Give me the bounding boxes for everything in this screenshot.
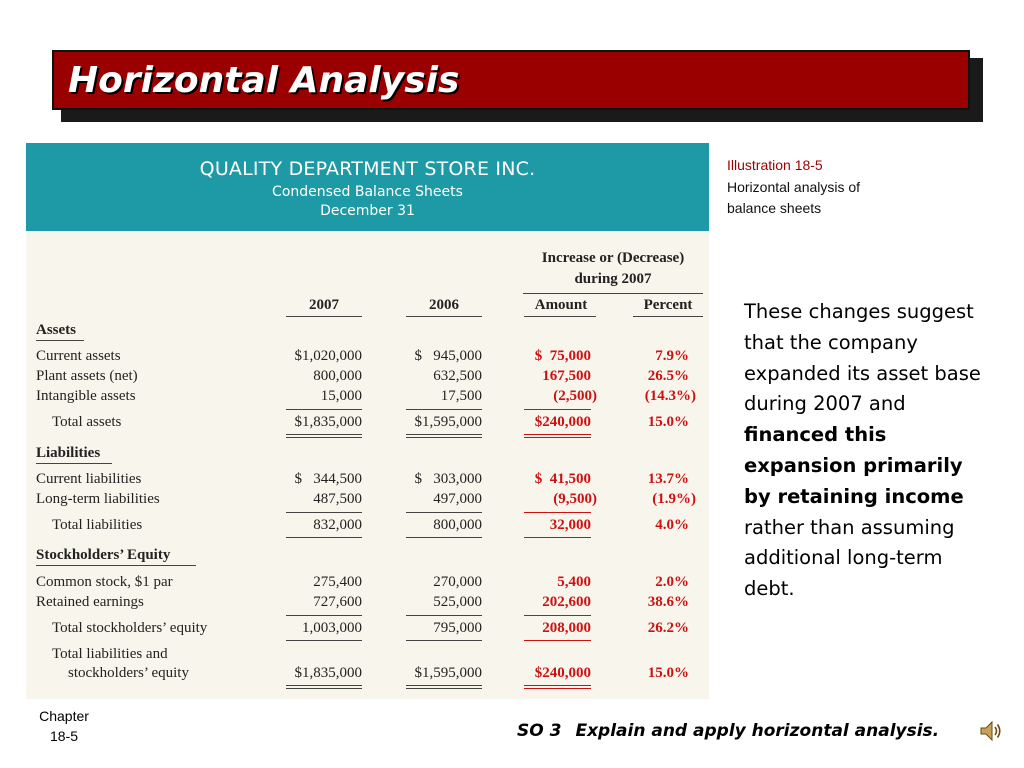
subtotal-rule bbox=[286, 409, 362, 410]
total-double-rule bbox=[406, 434, 482, 435]
row-percent: 13.7% bbox=[647, 471, 689, 487]
subtotal-rule bbox=[286, 537, 362, 538]
row-2007: 487,500 bbox=[313, 491, 362, 507]
note-text: These changes suggest that the company expanded its asset base during 2007 and bbox=[744, 300, 981, 416]
chapter-word: Chapter bbox=[39, 708, 89, 724]
row-2006: $1,595,000 bbox=[414, 665, 482, 681]
row-amount: $ 41,500 bbox=[534, 471, 591, 487]
total-double-rule bbox=[406, 685, 482, 686]
col-rule-amount bbox=[524, 316, 596, 317]
subtotal-rule bbox=[406, 537, 482, 538]
row-2007: $ 344,500 bbox=[294, 471, 362, 487]
row-label: Total liabilities bbox=[52, 517, 143, 533]
total-double-rule bbox=[524, 688, 591, 689]
col-header-amount: Amount bbox=[534, 297, 588, 313]
speaker-icon[interactable] bbox=[978, 718, 1004, 744]
total-double-rule bbox=[286, 434, 362, 435]
row-2006: 795,000 bbox=[433, 620, 482, 636]
chapter-number: 18-5 bbox=[49, 728, 79, 744]
row-percent: 2.0% bbox=[655, 574, 689, 590]
col-header-2007: 2007 bbox=[309, 297, 339, 313]
illustration-description: Horizontal analysis of balance sheets bbox=[727, 179, 861, 216]
row-label-line2: stockholders’ equity bbox=[68, 665, 189, 681]
note-text-end: rather than assuming additional long-term debt. bbox=[744, 515, 955, 601]
section-liabilities: Liabilities bbox=[36, 445, 101, 461]
row-label: Common stock, $1 par bbox=[36, 574, 173, 590]
row-2006: 17,500 bbox=[440, 388, 482, 404]
row-amount: $240,000 bbox=[534, 665, 591, 681]
row-2006: 800,000 bbox=[433, 517, 482, 533]
study-objective bbox=[517, 721, 939, 741]
row-amount: (9,500) bbox=[553, 491, 597, 507]
row-label: Current assets bbox=[36, 348, 121, 364]
row-2006: 525,000 bbox=[433, 594, 482, 610]
row-2007: 1,003,000 bbox=[302, 620, 362, 636]
subtotal-rule bbox=[524, 512, 591, 513]
total-double-rule bbox=[406, 437, 482, 438]
row-label: Intangible assets bbox=[36, 388, 136, 404]
total-double-rule bbox=[406, 688, 482, 689]
statement-date: December 31 bbox=[320, 203, 415, 219]
group-header-line2: during 2007 bbox=[574, 271, 652, 287]
total-double-rule bbox=[524, 434, 591, 435]
total-double-rule bbox=[286, 437, 362, 438]
row-label: Total stockholders’ equity bbox=[52, 620, 208, 636]
row-2007: $1,835,000 bbox=[294, 414, 362, 430]
row-amount: 202,600 bbox=[542, 594, 591, 610]
row-2007: 15,000 bbox=[320, 388, 362, 404]
chapter-label bbox=[22, 706, 106, 746]
row-percent: 4.0% bbox=[655, 517, 689, 533]
row-percent: (1.9%) bbox=[652, 491, 696, 507]
company-name: QUALITY DEPARTMENT STORE INC. bbox=[199, 158, 536, 180]
note-emphasis: financed this expansion primarily by retaining income bbox=[744, 423, 964, 508]
row-percent: 7.9% bbox=[655, 348, 689, 364]
subtotal-rule bbox=[286, 640, 362, 641]
subtotal-rule bbox=[406, 615, 482, 616]
row-label-line1: Total liabilities and bbox=[52, 646, 168, 662]
statement-subtitle: Condensed Balance Sheets bbox=[272, 184, 463, 200]
group-header-rule bbox=[523, 293, 703, 294]
row-2007: 800,000 bbox=[313, 368, 362, 384]
subtotal-rule bbox=[286, 512, 362, 513]
row-amount: $240,000 bbox=[534, 414, 591, 430]
balance-sheet-panel bbox=[26, 143, 709, 699]
row-amount: 208,000 bbox=[542, 620, 591, 636]
row-label: Total assets bbox=[52, 414, 122, 430]
group-header-line1: Increase or (Decrease) bbox=[541, 250, 685, 266]
row-percent: 26.2% bbox=[647, 620, 689, 636]
subtotal-rule bbox=[524, 615, 591, 616]
section-liabilities-underline bbox=[36, 463, 112, 464]
total-double-rule bbox=[524, 437, 591, 438]
statement-header bbox=[26, 143, 709, 231]
row-label: Long-term liabilities bbox=[36, 491, 160, 507]
row-2007: $1,835,000 bbox=[294, 665, 362, 681]
subtotal-rule bbox=[524, 409, 591, 410]
col-rule-2006 bbox=[406, 316, 482, 317]
row-amount: $ 75,000 bbox=[534, 348, 591, 364]
section-assets-underline bbox=[36, 340, 84, 341]
row-label: Retained earnings bbox=[36, 594, 144, 610]
subtotal-rule bbox=[406, 409, 482, 410]
row-percent: 38.6% bbox=[647, 594, 689, 610]
col-rule-2007 bbox=[286, 316, 362, 317]
col-rule-percent bbox=[633, 316, 703, 317]
section-assets: Assets bbox=[36, 322, 76, 338]
col-header-percent: Percent bbox=[643, 297, 693, 313]
total-double-rule bbox=[286, 685, 362, 686]
subtotal-rule bbox=[406, 640, 482, 641]
title-bar bbox=[52, 50, 970, 110]
row-2007: 275,400 bbox=[313, 574, 362, 590]
total-double-rule bbox=[524, 685, 591, 686]
subtotal-rule bbox=[524, 640, 591, 641]
subtotal-rule bbox=[286, 615, 362, 616]
row-amount: (2,500) bbox=[553, 388, 597, 404]
row-label: Current liabilities bbox=[36, 471, 142, 487]
row-label: Plant assets (net) bbox=[36, 368, 138, 384]
study-objective-text: Explain and apply horizontal analysis. bbox=[575, 721, 940, 741]
row-amount: 32,000 bbox=[549, 517, 591, 533]
row-2006: $1,595,000 bbox=[414, 414, 482, 430]
row-percent: 26.5% bbox=[647, 368, 689, 384]
explanation-note bbox=[744, 297, 994, 605]
row-2006: 632,500 bbox=[433, 368, 482, 384]
study-objective-code: SO 3 bbox=[517, 721, 562, 741]
row-amount: 167,500 bbox=[542, 368, 591, 384]
subtotal-rule bbox=[406, 512, 482, 513]
page-title: Horizontal Analysis bbox=[68, 60, 460, 101]
row-percent: 15.0% bbox=[647, 414, 689, 430]
subtotal-rule bbox=[524, 537, 591, 538]
row-2007: 727,600 bbox=[313, 594, 362, 610]
row-percent: 15.0% bbox=[647, 665, 689, 681]
row-2006: 497,000 bbox=[433, 491, 482, 507]
row-2006: $ 945,000 bbox=[414, 348, 482, 364]
section-equity: Stockholders’ Equity bbox=[36, 547, 171, 563]
row-2006: 270,000 bbox=[433, 574, 482, 590]
total-double-rule bbox=[286, 688, 362, 689]
row-amount: 5,400 bbox=[557, 574, 591, 590]
row-percent: (14.3%) bbox=[644, 388, 696, 404]
row-2006: $ 303,000 bbox=[414, 471, 482, 487]
illustration-title: Illustration 18-5 bbox=[727, 157, 823, 173]
row-2007: $1,020,000 bbox=[294, 348, 362, 364]
row-2007: 832,000 bbox=[313, 517, 362, 533]
section-equity-underline bbox=[36, 565, 196, 566]
col-header-2006: 2006 bbox=[429, 297, 459, 313]
